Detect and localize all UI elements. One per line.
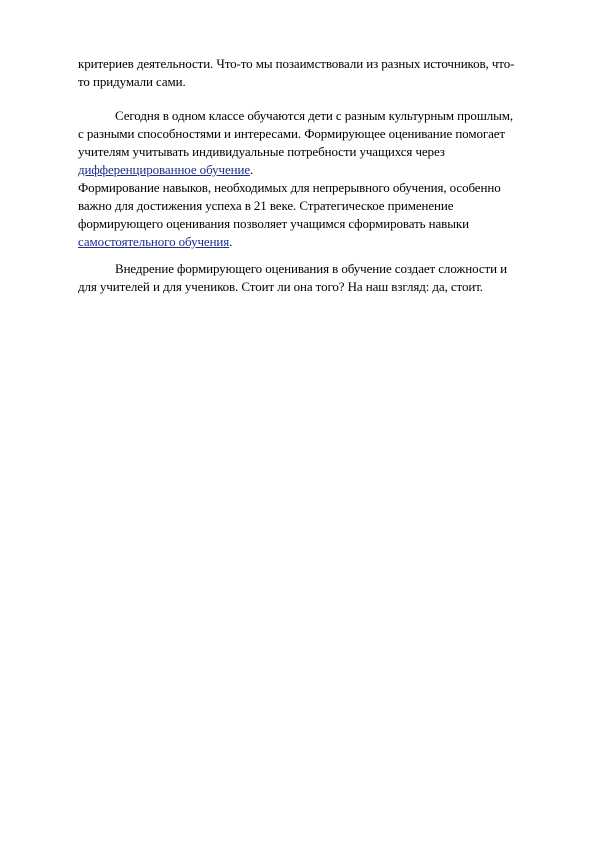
text-line: Внедрение формирующего оценивания в обучение создает сложности и — [115, 261, 507, 276]
text-line: Сегодня в одном классе обучаются дети с разным культурным прошлым, — [115, 108, 514, 123]
paragraph-differentiation — [78, 107, 548, 251]
text-line-with-link — [78, 233, 548, 251]
differentiated-learning-link[interactable]: дифференцированное обучение — [78, 162, 250, 177]
paragraph-criteria — [78, 55, 548, 91]
text-line: для учителей и для учеников. Стоит ли она того? На наш взгляд: да, стоит. — [78, 279, 483, 294]
punctuation: . — [250, 162, 254, 177]
independent-learning-link[interactable]: самостоятельного обучения — [78, 234, 230, 249]
text-line: учителям учитывать индивидуальные потребности учащихся через — [78, 144, 445, 159]
text-line: важно для достижения успеха в 21 веке. Стратегическое применение — [78, 198, 454, 213]
text-line: формирующего оценивания позволяет учащимся сформировать навыки — [78, 216, 469, 231]
text-line: с разными способностями и интересами. Формирующее оценивание помогает — [78, 126, 506, 141]
text-line: Формирование навыков, необходимых для непрерывного обучения, особенно — [78, 180, 501, 195]
paragraph-conclusion — [78, 260, 548, 296]
text-line-with-link — [78, 161, 548, 179]
punctuation: . — [229, 234, 233, 249]
text-line: критериев деятельности. Что-то мы позаимствовали из разных источников, что- — [78, 56, 515, 71]
text-line: то придумали сами. — [78, 74, 186, 89]
